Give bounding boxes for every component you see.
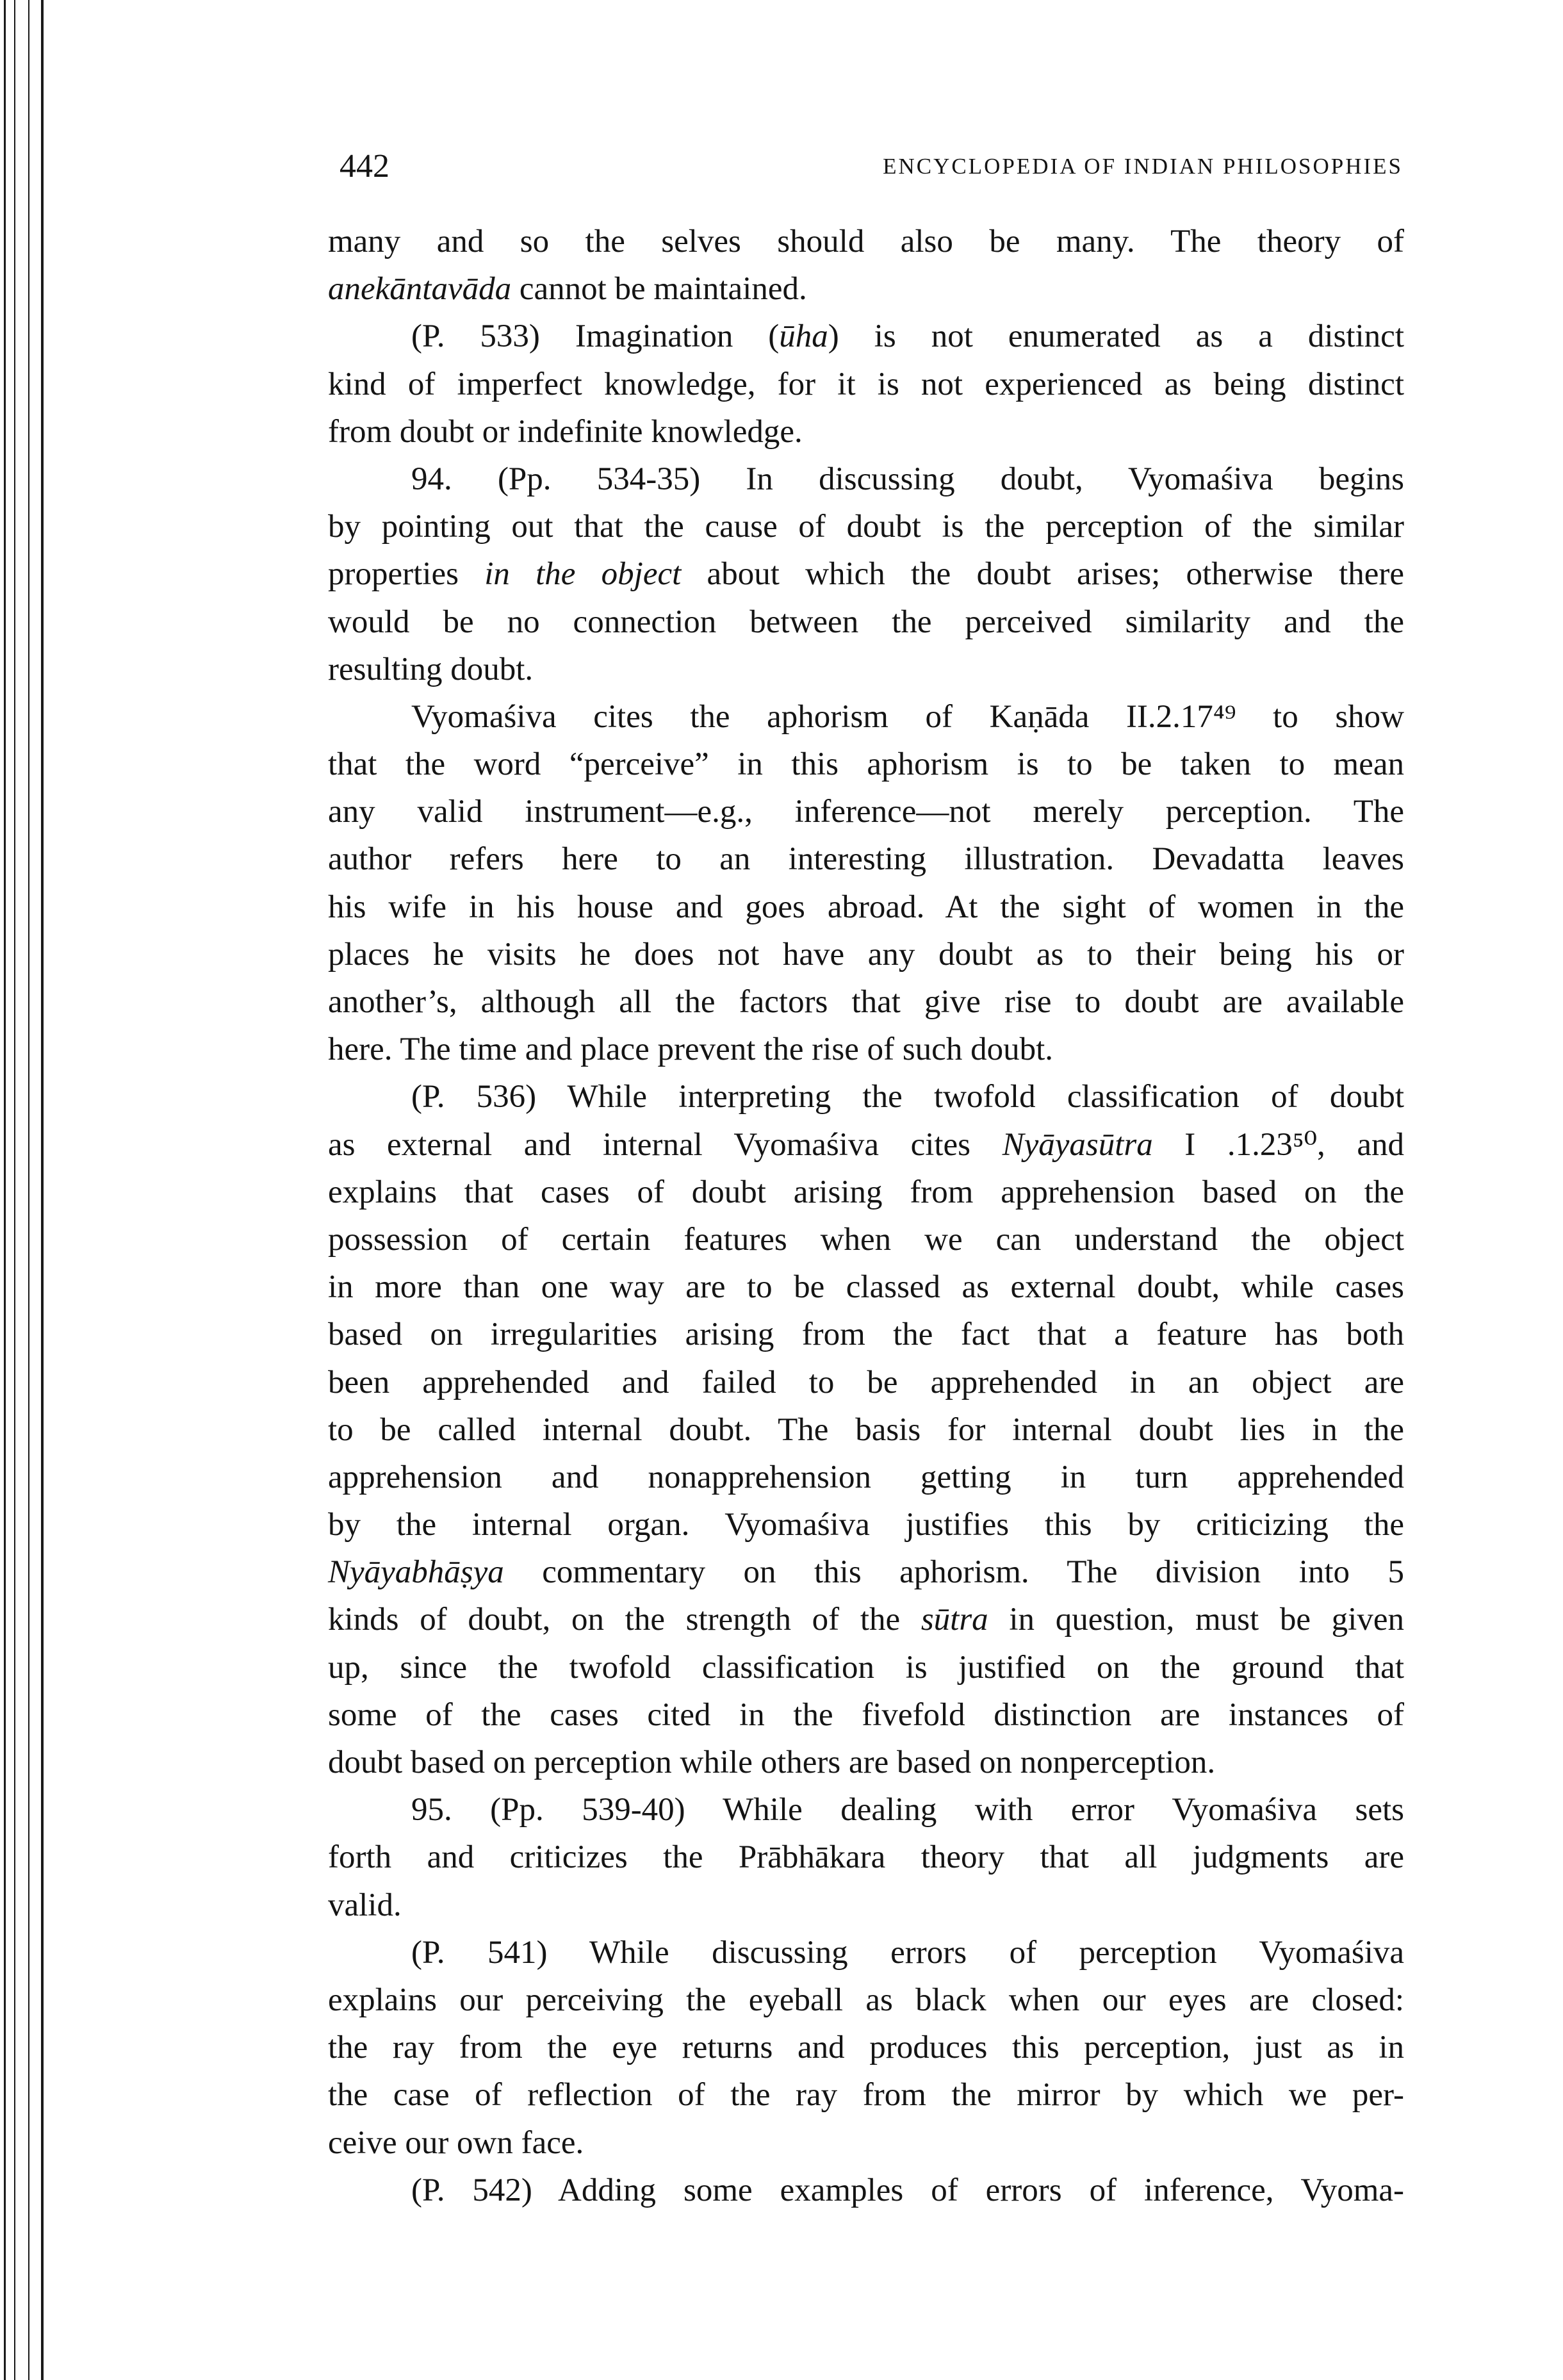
text-line — [328, 2071, 1404, 2119]
text-segment: resulting doubt. — [328, 651, 534, 687]
text-segment: 95. (Pp. 539-40) While dealing with error Vyomaśiva sets — [411, 1792, 1404, 1828]
text-line — [328, 931, 1404, 978]
text-segment: (P. 541) While discussing errors of perception Vyomaśiva — [411, 1934, 1404, 1971]
text-line — [328, 741, 1404, 788]
text-segment: about which the doubt arises; otherwise there — [681, 556, 1404, 593]
text-segment: the case of reflection of the ray from the mirror by which we per- — [328, 2077, 1404, 2113]
text-line — [328, 408, 1404, 455]
text-line — [328, 1169, 1404, 1216]
text-segment: would be no connection between the perceived similarity and the — [328, 603, 1404, 640]
text-segment: 94. (Pp. 534-35) In discussing doubt, Vyomaśiva begins — [411, 461, 1404, 497]
italic-text: ūha — [779, 318, 828, 355]
text-line — [328, 1739, 1404, 1786]
text-line — [328, 1834, 1404, 1881]
text-segment: from doubt or indefinite knowledge. — [328, 413, 803, 450]
page-number: 442 — [340, 148, 389, 185]
text-line — [328, 2119, 1404, 2167]
text-line — [328, 1548, 1404, 1596]
text-line — [328, 1786, 1404, 1834]
page-header — [340, 147, 1403, 192]
text-segment: possession of certain features when we can understand the object — [328, 1221, 1404, 1258]
text-line — [328, 265, 1404, 313]
text-segment: in more than one way are to be classed as external doubt, while cases — [328, 1269, 1404, 1306]
text-segment: forth and criticizes the Prābhākara theory that all judgments are — [328, 1839, 1404, 1876]
text-segment: that the word “perceive” in this aphorism is to be taken to mean — [328, 746, 1404, 783]
text-line — [328, 1596, 1404, 1643]
text-segment: explains that cases of doubt arising from apprehension based on the — [328, 1174, 1404, 1210]
text-line — [328, 598, 1404, 646]
text-line — [328, 1691, 1404, 1739]
binding-edge-line — [28, 0, 29, 2380]
text-segment: ceive our own face. — [328, 2124, 584, 2161]
text-segment: kind of imperfect knowledge, for it is not experienced as being distinct — [328, 366, 1404, 402]
text-segment: places he visits he does not have any doubt as to their being his or — [328, 936, 1404, 973]
binding-edge-line — [14, 0, 15, 2380]
text-line — [328, 218, 1404, 265]
text-line — [328, 788, 1404, 835]
text-line — [328, 1644, 1404, 1691]
text-line — [328, 978, 1404, 1026]
body-text — [328, 218, 1404, 2214]
text-segment: any valid instrument—e.g., inference—not merely perception. The — [328, 794, 1404, 830]
text-segment: (P. 533) Imagination ( — [411, 318, 780, 355]
text-segment: here. The time and place prevent the rise of such doubt. — [328, 1031, 1053, 1068]
text-segment: as external and internal Vyomaśiva cites — [328, 1126, 1002, 1163]
text-segment: kinds of doubt, on the strength of the — [328, 1602, 921, 1638]
text-line — [328, 313, 1404, 360]
text-segment: doubt based on perception while others are based on nonperception. — [328, 1744, 1216, 1780]
text-segment: by pointing out that the cause of doubt is the perception of the similar — [328, 509, 1404, 545]
text-segment: properties — [328, 556, 485, 593]
text-segment: cannot be maintained. — [511, 271, 807, 308]
text-line — [328, 1359, 1404, 1406]
text-line — [328, 1263, 1404, 1311]
text-line — [328, 361, 1404, 408]
text-line — [328, 1501, 1404, 1548]
italic-text: sūtra — [921, 1602, 988, 1638]
text-line — [328, 1216, 1404, 1263]
text-line — [328, 1121, 1404, 1169]
text-line — [328, 1454, 1404, 1501]
text-segment: been apprehended and failed to be apprehended in an object are — [328, 1364, 1404, 1400]
text-line — [328, 2167, 1404, 2214]
text-line — [328, 2024, 1404, 2071]
text-line — [328, 455, 1404, 503]
binding-edge-line — [41, 0, 44, 2380]
text-line — [328, 1929, 1404, 1976]
running-title: ENCYCLOPEDIA OF INDIAN PHILOSOPHIES — [883, 154, 1403, 179]
text-segment: some of the cases cited in the fivefold distinction are instances of — [328, 1696, 1404, 1733]
text-line — [328, 1976, 1404, 2024]
text-segment: the ray from the eye returns and produces this perception, just as in — [328, 2030, 1404, 2066]
text-line — [328, 1026, 1404, 1073]
text-segment: (P. 536) While interpreting the twofold classification of doubt — [411, 1079, 1404, 1115]
text-segment: up, since the twofold classification is justified on the ground that — [328, 1649, 1404, 1686]
text-segment: another’s, although all the factors that give rise to doubt are available — [328, 984, 1404, 1020]
text-segment: in question, must be given — [988, 1602, 1404, 1638]
text-segment: author refers here to an interesting illustration. Devadatta leaves — [328, 841, 1404, 878]
text-line — [328, 550, 1404, 598]
text-segment: Vyomaśiva cites the aphorism of Kaṇāda II.2.17⁴⁹ to show — [411, 698, 1404, 735]
text-segment: I .1.23⁵⁰, and — [1152, 1126, 1404, 1163]
text-line — [328, 1406, 1404, 1454]
text-segment: based on irregularities arising from the fact that a feature has both — [328, 1317, 1404, 1353]
text-segment: by the internal organ. Vyomaśiva justifies this by criticizing the — [328, 1507, 1404, 1543]
italic-text: anekāntavāda — [328, 271, 512, 308]
text-line — [328, 693, 1404, 741]
text-segment: (P. 542) Adding some examples of errors of inference, Vyoma- — [411, 2172, 1404, 2208]
text-segment: many and so the selves should also be many. The theory of — [328, 224, 1404, 259]
text-line — [328, 1311, 1404, 1358]
italic-text: Nyāyasūtra — [1002, 1126, 1153, 1163]
text-line — [328, 1073, 1404, 1120]
text-line — [328, 646, 1404, 693]
text-line — [328, 883, 1404, 931]
binding-edge-line — [4, 0, 6, 2380]
text-segment: his wife in his house and goes abroad. At the sight of women in the — [328, 889, 1404, 925]
text-segment: ) is not enumerated as a distinct — [828, 318, 1404, 355]
text-segment: to be called internal doubt. The basis for internal doubt lies in the — [328, 1411, 1404, 1448]
text-line — [328, 835, 1404, 883]
text-line — [328, 1882, 1404, 1929]
italic-text: Nyāyabhāṣya — [328, 1554, 504, 1591]
text-segment: commentary on this aphorism. The division into 5 — [503, 1554, 1404, 1591]
italic-text: in the object — [484, 556, 682, 593]
text-segment: apprehension and nonapprehension getting in turn apprehended — [328, 1459, 1404, 1495]
text-segment: explains our perceiving the eyeball as black when our eyes are closed: — [328, 1982, 1404, 2018]
text-line — [328, 503, 1404, 550]
text-segment: valid. — [328, 1887, 402, 1923]
